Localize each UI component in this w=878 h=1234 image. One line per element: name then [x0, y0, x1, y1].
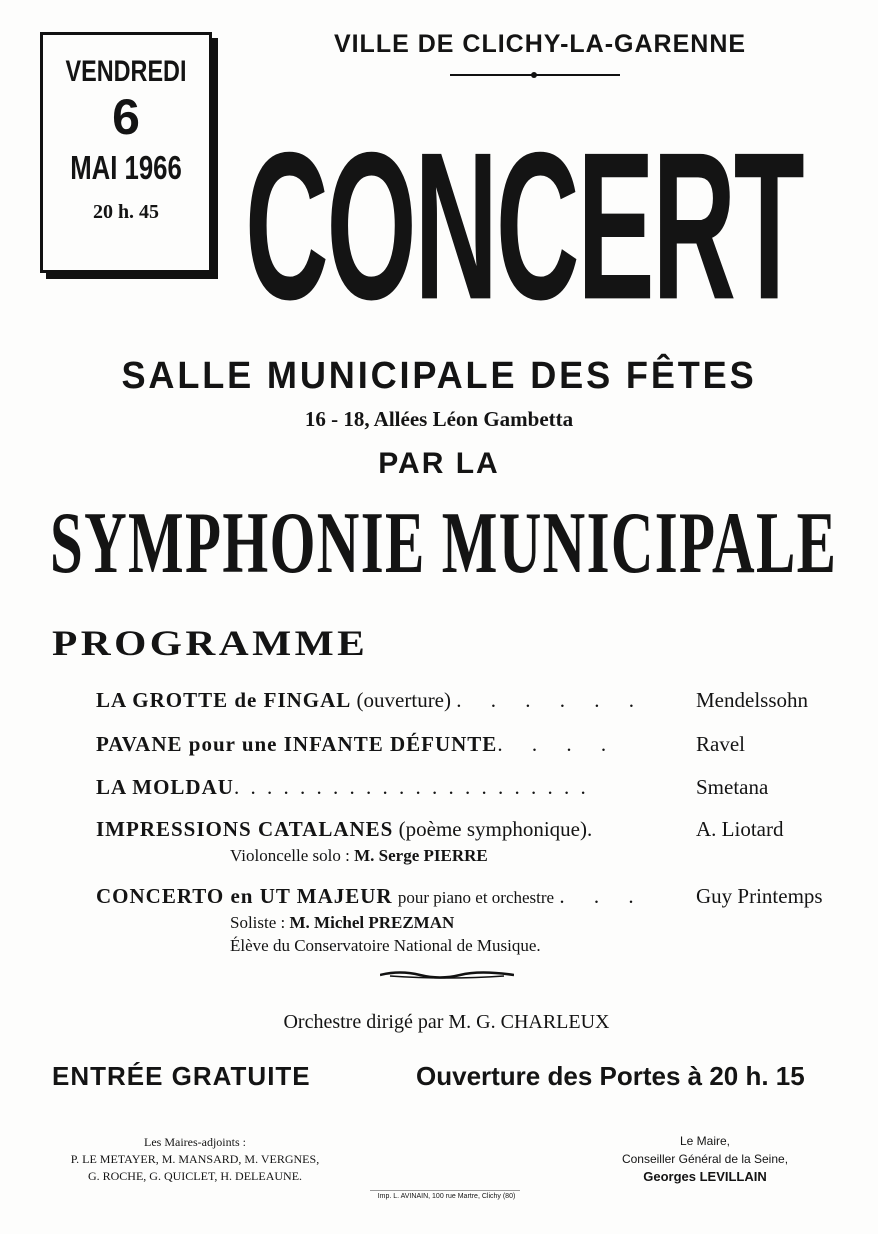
- programme-item: [96, 884, 646, 909]
- free-entry: ENTRÉE GRATUITE: [52, 1061, 311, 1091]
- composer: Ravel: [696, 732, 745, 756]
- mayor-name: Georges LEVILLAIN: [643, 1169, 767, 1184]
- concert-title: [245, 109, 855, 344]
- composer: A. Liotard: [696, 817, 784, 841]
- soloist-label: Soliste :: [230, 913, 290, 932]
- printer-credit: Imp. L. AVINAIN, 100 rue Martre, Clichy (80): [377, 1193, 516, 1200]
- leader-dots: . . . . . . . . . . . . . . . . . . . . . .: [233, 775, 589, 799]
- date-time: 20 h. 45: [92, 201, 160, 223]
- deputies-heading: Les Maires-adjoints :: [144, 1135, 246, 1149]
- mayor-role: Conseiller Général de la Seine,: [621, 1152, 789, 1166]
- piece-title: IMPRESSIONS CATALANES: [96, 817, 394, 841]
- venue-name: SALLE MUNICIPALE DES FÊTES: [121, 355, 757, 397]
- programme-item: [96, 688, 646, 713]
- mayor-title: Le Maire,: [679, 1134, 731, 1148]
- piece-title: LA MOLDAU: [96, 775, 234, 799]
- deputies-line: P. LE METAYER, M. MANSARD, M. VERGNES,: [70, 1152, 320, 1166]
- programme-item: [96, 775, 589, 800]
- performer-name-text: SYMPHONIE MUNICIPALE: [50, 495, 838, 592]
- leader-dots: . . .: [559, 884, 646, 908]
- soloist-name: M. Serge PIERRE: [354, 846, 488, 865]
- piece-title: CONCERTO en UT MAJEUR: [96, 884, 393, 908]
- date-month-year: MAI 1966: [70, 149, 182, 186]
- conductor-line: Orchestre dirigé par M. G. CHARLEUX: [283, 1011, 610, 1033]
- performer-intro: PAR LA: [378, 447, 500, 480]
- piece-note: (poème symphonique).: [398, 817, 593, 841]
- date-weekday: VENDREDI: [65, 55, 187, 88]
- programme-item: [96, 732, 618, 757]
- deputies-line: G. ROCHE, G. QUICLET, H. DELEAUNE.: [87, 1169, 303, 1183]
- printer-divider: [370, 1190, 520, 1191]
- piece-note: (ouverture): [356, 688, 451, 712]
- date-box: [40, 32, 212, 273]
- leader-dots: . . . . . .: [456, 688, 646, 712]
- composer: Guy Printemps: [696, 884, 823, 908]
- deputy-mayors: [40, 1134, 350, 1185]
- programme-heading: PROGRAMME: [52, 623, 369, 663]
- leader-dots: . . . .: [497, 732, 619, 756]
- date-day: 6: [112, 89, 140, 145]
- soloist-credential: Élève du Conservatoire National de Musique.: [230, 936, 541, 955]
- programme-item: [96, 817, 592, 842]
- doors-open: Ouverture des Portes à 20 h. 15: [416, 1061, 805, 1091]
- piece-title: LA GROTTE de FINGAL: [96, 688, 352, 712]
- venue-address: 16 - 18, Allées Léon Gambetta: [304, 407, 574, 431]
- city-divider: [450, 74, 620, 76]
- soloist-line: [230, 913, 454, 933]
- composer: Smetana: [696, 775, 769, 799]
- concert-title-text: CONCERT: [245, 109, 803, 344]
- soloist-line: [230, 846, 488, 866]
- ornament-divider: [380, 970, 514, 980]
- mayor-block: [590, 1132, 820, 1186]
- city-name: VILLE DE CLICHY-LA-GARENNE: [333, 30, 747, 58]
- soloist-label: Violoncelle solo :: [230, 846, 355, 865]
- composer: Mendelssohn: [696, 688, 808, 712]
- performer-name: [50, 494, 840, 594]
- soloist-name: M. Michel PREZMAN: [289, 913, 455, 932]
- piece-title: PAVANE pour une INFANTE DÉFUNTE: [96, 732, 498, 756]
- piece-note: pour piano et orchestre: [397, 888, 555, 907]
